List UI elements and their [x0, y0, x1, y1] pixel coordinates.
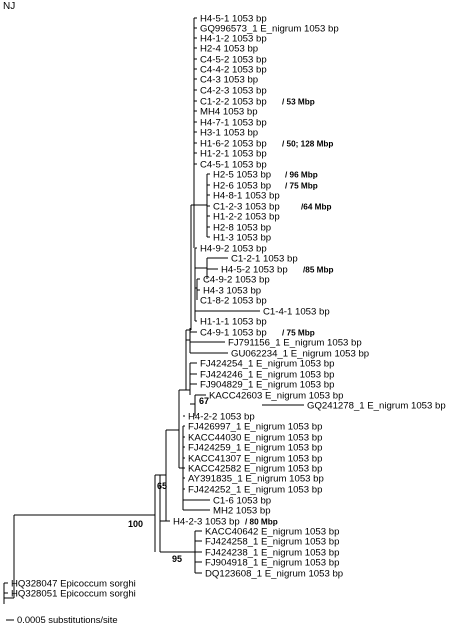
leaf-label: HQ328047 Epicoccum sorghi — [11, 578, 136, 590]
genome-size-note: / 50; 128 Mbp — [282, 139, 334, 149]
leaf-label: FJ424258_1 E_nigrum 1053 bp — [205, 536, 340, 548]
leaf-label: KACC42603 E_nigrum 1053 bp — [209, 390, 344, 402]
leaf-label: MH2 1053 bp — [213, 505, 271, 517]
method-label: NJ — [3, 1, 16, 12]
leaf-label: C4-5-1 1053 bp — [200, 159, 267, 171]
leaf-label: H2-5 1053 bp — [213, 169, 272, 181]
leaf-label: H4-3 1053 bp — [203, 285, 262, 297]
leaf-label: FJ904918_1 E_nigrum 1053 bp — [205, 557, 340, 569]
leaf-label: KACC40642 E_nigrum 1053 bp — [205, 526, 340, 538]
leaf-label: KACC41307 E_nigrum 1053 bp — [188, 453, 323, 465]
leaf-label: H1-2-1 1053 bp — [200, 148, 267, 160]
leaf-label: C1-2-2 1053 bp — [200, 96, 267, 108]
leaf-label: C4-5-2 1053 bp — [200, 54, 267, 66]
leaf-label: H4-2-3 1053 bp — [173, 516, 240, 528]
leaf-label: KACC42582 E_nigrum 1053 bp — [188, 463, 323, 475]
leaf-labels — [11, 14, 446, 600]
bootstrap-value: 95 — [172, 554, 183, 564]
genome-size-note: / 96 Mbp — [285, 170, 318, 180]
leaf-label: H4-5-2 1053 bp — [221, 264, 288, 276]
leaf-label: FJ424254_1 E_nigrum 1053 bp — [200, 358, 335, 370]
scale-bar-label: 0.0005 substitutions/site — [17, 614, 118, 625]
leaf-label: H2-8 1053 bp — [213, 222, 272, 234]
leaf-label: C1-6 1053 bp — [213, 495, 272, 507]
leaf-label: FJ426997_1 E_nigrum 1053 bp — [188, 421, 323, 433]
leaf-label: C1-8-2 1053 bp — [200, 295, 267, 307]
genome-size-note: /85 Mbp — [303, 265, 334, 275]
leaf-label: H2-4 1053 bp — [200, 43, 259, 55]
leaf-label: H4-8-1 1053 bp — [213, 190, 280, 202]
bootstrap-value: 67 — [199, 396, 210, 406]
leaf-label: C4-9-2 1053 bp — [203, 274, 270, 286]
leaf-label: FJ424238_1 E_nigrum 1053 bp — [205, 547, 340, 559]
leaf-label: H1-6-2 1053 bp — [200, 138, 267, 150]
leaf-label: AY391835_1 E_nigrum 1053 bp — [188, 473, 324, 485]
genome-size-note: / 80 Mbp — [245, 517, 278, 527]
leaf-label: H4-5-1 1053 bp — [200, 13, 267, 25]
leaf-label: GQ241278_1 E_nigrum 1053 bp — [307, 400, 446, 412]
leaf-label: H4-2-2 1053 bp — [188, 411, 255, 423]
leaf-label: C1-2-1 1053 bp — [231, 253, 298, 265]
leaf-label: FJ424246_1 E_nigrum 1053 bp — [200, 369, 335, 381]
leaf-label: GQ996573_1 E_nigrum 1053 bp — [200, 23, 339, 35]
genome-size-note: /64 Mbp — [301, 202, 332, 212]
leaf-label: H2-6 1053 bp — [213, 180, 272, 192]
leaf-label: FJ904829_1 E_nigrum 1053 bp — [200, 379, 335, 391]
leaf-label: GU062234_1 E_nigrum 1053 bp — [231, 348, 370, 360]
leaf-label: C4-9-1 1053 bp — [200, 327, 267, 339]
leaf-label: H1-2-2 1053 bp — [213, 211, 280, 223]
bootstrap-value: 100 — [128, 519, 144, 529]
leaf-label: HQ328051 Epicoccum sorghi — [11, 588, 136, 600]
leaf-label: C4-3 1053 bp — [200, 74, 259, 86]
bootstrap-value: 65 — [157, 481, 168, 491]
genome-size-note: / 75 Mbp — [282, 328, 315, 338]
leaf-label: H1-3 1053 bp — [213, 232, 272, 244]
genome-size-note: / 75 Mbp — [285, 181, 318, 191]
leaf-label: DQ123608_1 E_nigrum 1053 bp — [205, 568, 344, 580]
leaf-label: MH4 1053 bp — [200, 106, 258, 118]
scale-bar — [6, 614, 118, 625]
leaf-label: H3-1 1053 bp — [200, 127, 259, 139]
genome-size-note: / 53 Mbp — [282, 97, 315, 107]
leaf-label: KACC44030 E_nigrum 1053 bp — [188, 432, 323, 444]
leaf-label: H1-1-1 1053 bp — [200, 316, 267, 328]
leaf-label: C1-4-1 1053 bp — [263, 306, 330, 318]
leaf-label: H4-1-2 1053 bp — [200, 33, 267, 45]
leaf-label: FJ424259_1 E_nigrum 1053 bp — [188, 442, 323, 454]
leaf-label: FJ424252_1 E_nigrum 1053 bp — [188, 484, 323, 496]
leaf-label: H4-9-2 1053 bp — [200, 243, 267, 255]
leaf-label: C1-2-3 1053 bp — [213, 201, 280, 213]
leaf-label: C4-4-2 1053 bp — [200, 64, 267, 76]
leaf-label: C4-2-3 1053 bp — [200, 85, 267, 97]
leaf-label: FJ791156_1 E_nigrum 1053 bp — [228, 337, 362, 349]
leaf-label: H4-7-1 1053 bp — [200, 117, 267, 129]
